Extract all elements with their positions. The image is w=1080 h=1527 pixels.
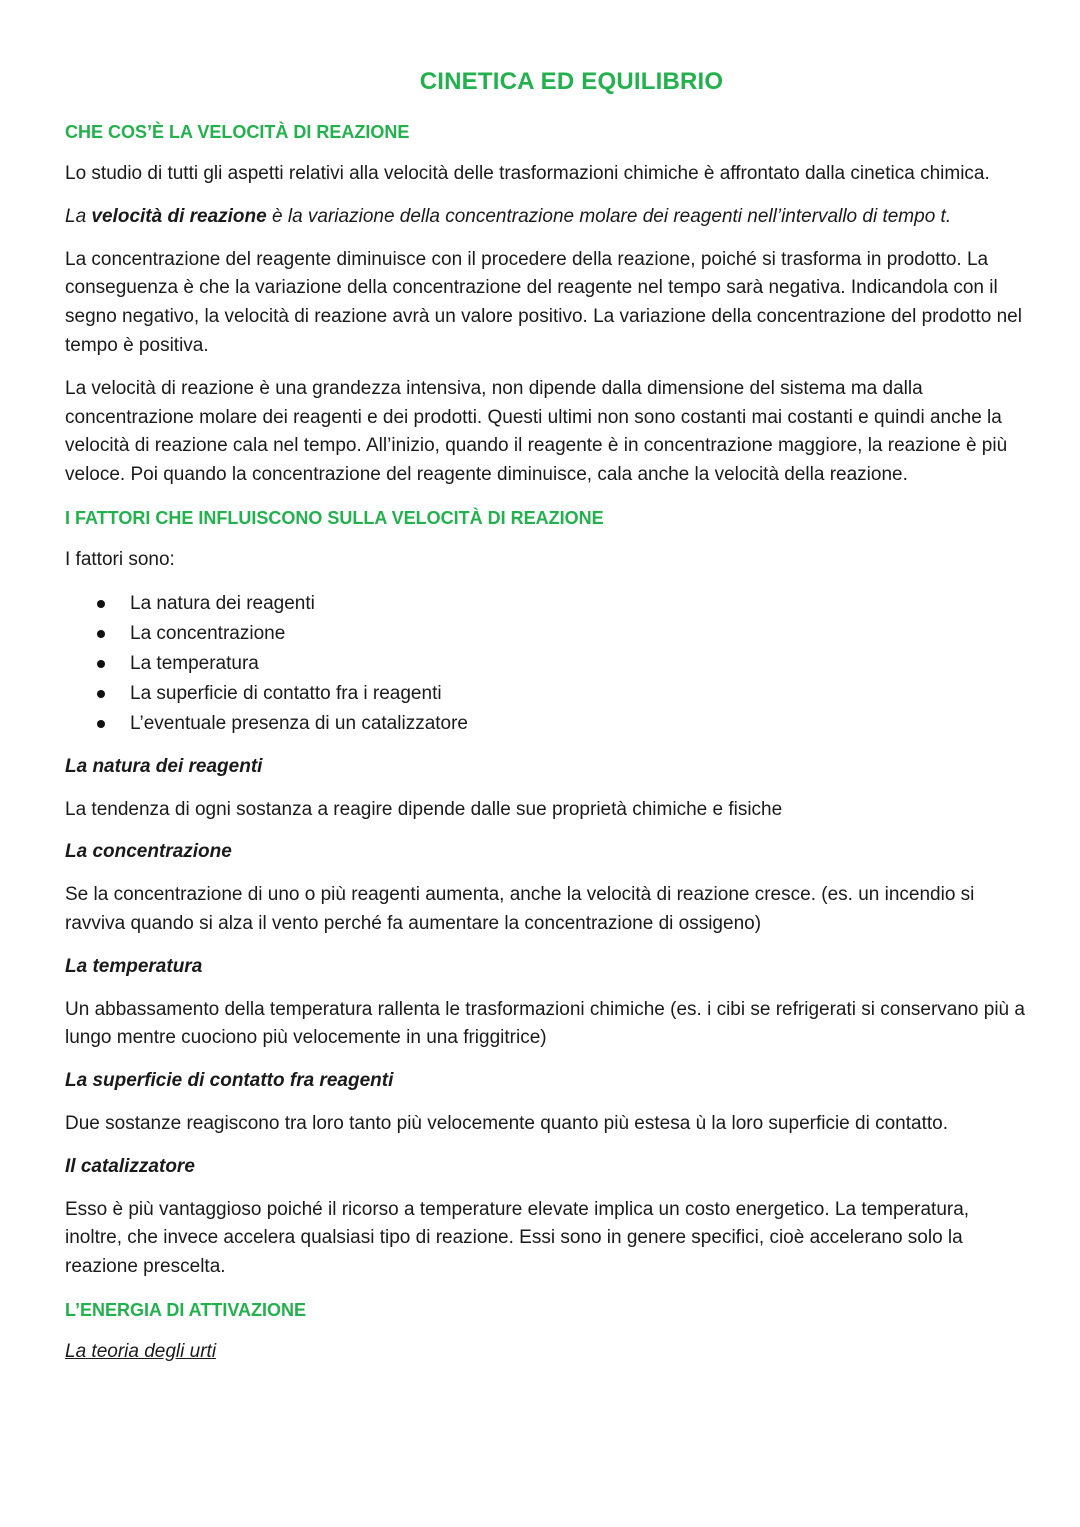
paragraph-superficie: Due sostanze reagiscono tra loro tanto più velocemente quanto più estesa ù la loro superficie di contatto.	[65, 1112, 948, 1134]
bullet-icon	[97, 660, 105, 668]
subheading-natura: La natura dei reagenti	[65, 755, 263, 777]
list-item-text: L’eventuale presenza di un catalizzatore	[130, 712, 469, 734]
paragraph-concentrazione: La concentrazione del reagente diminuisce con il procedere della reazione, poiché si trasforma in prodotto. La conseguenza è che la variazione della concentrazione del reagente nel tempo sarà negativa. Indicandola con il segno negativo, la velocità di reazione avrà un valore positivo. La variazione della concentrazione del prodotto nel tempo è positiva.	[65, 248, 1022, 356]
list-item-text: La concentrazione	[130, 622, 286, 644]
subheading-concentrazione: La concentrazione	[65, 841, 232, 863]
paragraph-temperatura: Un abbassamento della temperatura rallenta le trasformazioni chimiche (es. i cibi se refrigerati si conservano più a lungo mentre cuociono più velocemente in una friggitrice)	[65, 998, 1025, 1049]
definition-paragraph	[65, 203, 1025, 232]
subheading-temperatura: La temperatura	[65, 955, 203, 977]
list-item-text: La superficie di contatto fra i reagenti	[130, 682, 442, 704]
list-item	[65, 649, 1025, 679]
section-heading-velocita: CHE COS’È LA VELOCITÀ DI REAZIONE	[65, 122, 410, 142]
list-item-text: La temperatura	[130, 652, 259, 674]
bullet-icon	[97, 600, 105, 608]
list-item	[65, 709, 1025, 739]
paragraph-concentrazione-fattore: Se la concentrazione di uno o più reagenti aumenta, anche la velocità di reazione cresce. (es. un incendio si ravviva quando si alza il vento perché fa aumentare la concentrazione di ossigeno)	[65, 884, 975, 934]
paragraph-grandezza: La velocità di reazione è una grandezza intensiva, non dipende dalla dimensione del sistema ma dalla concentrazione molare dei reagenti e dei prodotti. Questi ultimi non sono costanti mai costanti e quindi anche la velocità di reazione cala nel tempo. All’inizio, quando il reagente è in concentrazione maggiore, la reazione è più veloce. Poi quando la concentrazione del reagente diminuisce, cala anche la velocità della reazione.	[65, 377, 1008, 486]
document-title: CINETICA ED EQUILIBRIO	[419, 68, 724, 95]
list-item	[65, 589, 1025, 619]
definition-term: velocità di reazione	[91, 205, 267, 227]
subheading-teoria-urti: La teoria degli urti	[65, 1340, 217, 1362]
section-heading-energia: L’ENERGIA DI ATTIVAZIONE	[65, 1299, 307, 1320]
fattori-list	[65, 589, 1025, 739]
bullet-icon	[97, 630, 105, 638]
definition-prefix: La	[65, 205, 92, 227]
paragraph-catalizzatore: Esso è più vantaggioso poiché il ricorso a temperature elevate implica un costo energetico. La temperatura, inoltre, che invece accelera qualsiasi tipo di reazione. Essi sono in genere specifici, cioè accelerano solo la reazione prescelta.	[65, 1198, 970, 1278]
list-item-text: La natura dei reagenti	[130, 592, 315, 614]
document-body	[65, 118, 1025, 1367]
subheading-superficie: La superficie di contatto fra reagenti	[65, 1070, 394, 1092]
definition-rest: è la variazione della concentrazione molare dei reagenti nell’intervallo di tempo t.	[266, 205, 952, 227]
bullet-icon	[97, 720, 105, 728]
section-heading-fattori: I FATTORI CHE INFLUISCONO SULLA VELOCITÀ DI REAZIONE	[65, 507, 604, 528]
paragraph-fattori-intro: I fattori sono:	[65, 548, 175, 570]
bullet-icon	[97, 690, 105, 698]
list-item	[65, 679, 1025, 709]
paragraph-intro: Lo studio di tutti gli aspetti relativi alla velocità delle trasformazioni chimiche è affrontato dalla cinetica chimica.	[65, 163, 990, 184]
subheading-catalizzatore: Il catalizzatore	[65, 1155, 195, 1177]
list-item	[65, 619, 1025, 649]
paragraph-natura: La tendenza di ogni sostanza a reagire dipende dalle sue proprietà chimiche e fisiche	[65, 798, 783, 820]
